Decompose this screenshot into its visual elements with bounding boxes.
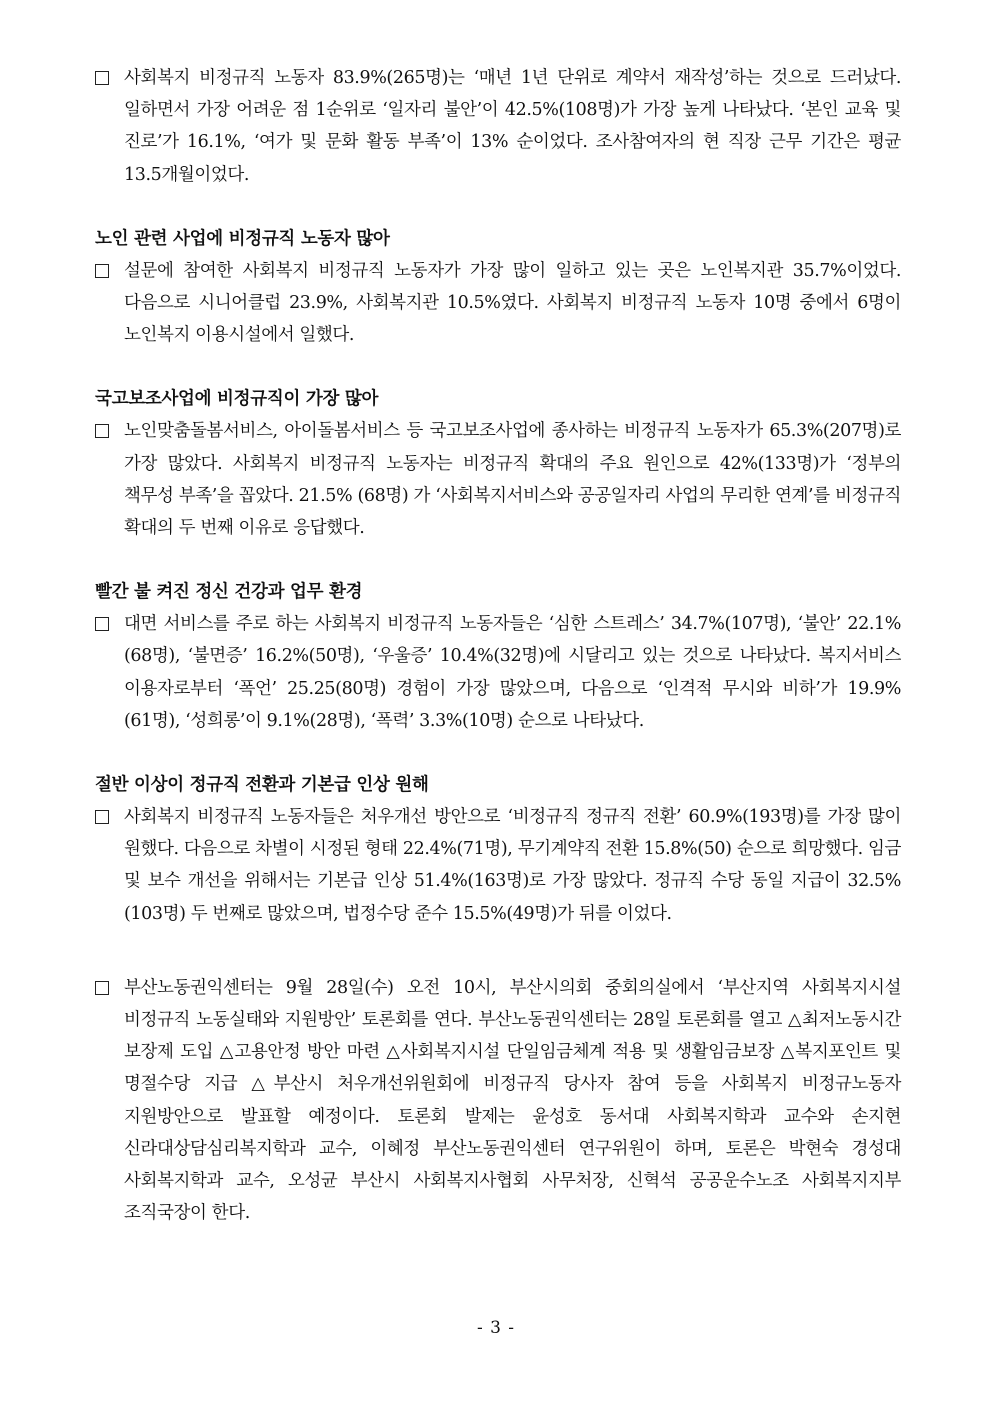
page-number: - 3 -: [476, 1318, 516, 1338]
checkbox-bullet-icon: [95, 424, 109, 438]
bullet-paragraph: [95, 608, 901, 737]
paragraph-text: 사회복지 비정규직 노동자 83.9%(265명)는 ‘매년 1년 단위로 계약서 재작성’하는 것으로 드러났다. 일하면서 가장 어려운 점 1순위로 ‘일자리 불안’이 42.5%(108명)가 가장 높게 나타났다. ‘본인 교육 및 진로’가 16.1%, ‘여가 및 문화 활동 부족’이 13% 순이었다. 조사참여자의 현 직장 근무 기간은 평균 13.5개월이었다.: [124, 68, 901, 185]
bullet-paragraph: [95, 255, 901, 352]
bullet-paragraph: [95, 801, 901, 930]
section-heading: 노인 관련 사업에 비정규직 노동자 많아: [95, 228, 390, 249]
section-forum-announcement: [95, 972, 901, 1230]
document-body: [95, 62, 901, 1229]
section-elderly-programs: [95, 223, 901, 352]
section-state-subsidy: [95, 383, 901, 544]
checkbox-bullet-icon: [95, 981, 109, 995]
paragraph-text: 설문에 참여한 사회복지 비정규직 노동자가 가장 많이 일하고 있는 곳은 노인복지관 35.7%이었다. 다음으로 시니어클럽 23.9%, 사회복지관 10.5%였다. 사회복지 비정규직 노동자 10명 중에서 6명이 노인복지 이용시설에서 일했다.: [124, 260, 901, 346]
section-mental-health: [95, 576, 901, 737]
section-heading: 빨간 불 켜진 정신 건강과 업무 환경: [95, 582, 363, 603]
checkbox-bullet-icon: [95, 810, 109, 824]
bullet-paragraph: [95, 62, 901, 191]
paragraph-text: 노인맞춤돌봄서비스, 아이돌봄서비스 등 국고보조사업에 종사하는 비정규직 노동자가 65.3%(207명)로 가장 많았다. 사회복지 비정규직 노동자는 비정규직 확대의 주요 원인으로 42%(133명)가 ‘정부의 책무성 부족’을 꼽았다. 21.5% (68명) 가 ‘사회복지서비스와 공공일자리 사업의 무리한 연계’를 비정규직 확대의 두 번째 이유로 응답했다.: [124, 421, 901, 539]
bullet-paragraph: [95, 972, 901, 1230]
paragraph-text: 대면 서비스를 주로 하는 사회복지 비정규직 노동자들은 ‘심한 스트레스’ 34.7%(107명), ‘불안’ 22.1%(68명), ‘불면증’ 16.2%(50명), ‘우울증’ 10.4%(32명)에 시달리고 있는 것으로 나타났다. 복지서비스 이용자로부터 ‘폭언’ 25.25(80명) 경험이 가장 많았으며, 다음으로 ‘인격적 무시와 비하’가 19.9%(61명), ‘성희롱’이 9.1%(28명), ‘폭력’ 3.3%(10명) 순으로 나타났다.: [124, 614, 901, 731]
checkbox-bullet-icon: [95, 264, 109, 278]
section-contract-renewal: [95, 62, 901, 191]
paragraph-text: 부산노동권익센터는 9월 28일(수) 오전 10시, 부산시의회 중회의실에서 ‘부산지역 사회복지시설 비정규직 노동실태와 지원방안’ 토론회를 연다. 부산노동권익센터는 28일 토론회를 열고 △최저노동시간 보장제 도입 △고용안정 방안 마련 △사회복지시설 단일임금체계 적용 및 생활임금보장 △복지포인트 및 명절수당 지급 △부산시 처우개선위원회에 비정규직 당사자 참여 등을 사회복지 비정규노동자 지원방안으로 발표할 예정이다. 토론회 발제는 윤성호 동서대 사회복지학과 교수와 손지현 신라대상담심리복지학과 교수, 이혜정 부산노동권익센터 연구위원이 하며, 토론은 박현숙 경성대 사회복지학과 교수, 오성균 부산시 사회복지사협회 사무처장, 신혁석 공공운수노조 사회복지지부 조직국장이 한다.: [124, 977, 901, 1224]
section-regular-conversion: [95, 769, 901, 930]
paragraph-text: 사회복지 비정규직 노동자들은 처우개선 방안으로 ‘비정규직 정규직 전환’ 60.9%(193명)를 가장 많이 원했다. 다음으로 차별이 시정된 형태 22.4%(71명), 무기계약직 전환 15.8%(50) 순으로 희망했다. 임금 및 보수 개선을 위해서는 기본급 인상 51.4%(163명)로 가장 많았다. 정규직 수당 동일 지급이 32.5%(103명) 두 번째로 많았으며, 법정수당 준수 15.5%(49명)가 뒤를 이었다.: [124, 807, 901, 924]
section-heading: 국고보조사업에 비정규직이 가장 많아: [95, 389, 379, 410]
checkbox-bullet-icon: [95, 71, 109, 85]
bullet-paragraph: [95, 415, 901, 544]
section-heading: 절반 이상이 정규직 전환과 기본급 인상 원해: [95, 775, 429, 796]
checkbox-bullet-icon: [95, 617, 109, 631]
